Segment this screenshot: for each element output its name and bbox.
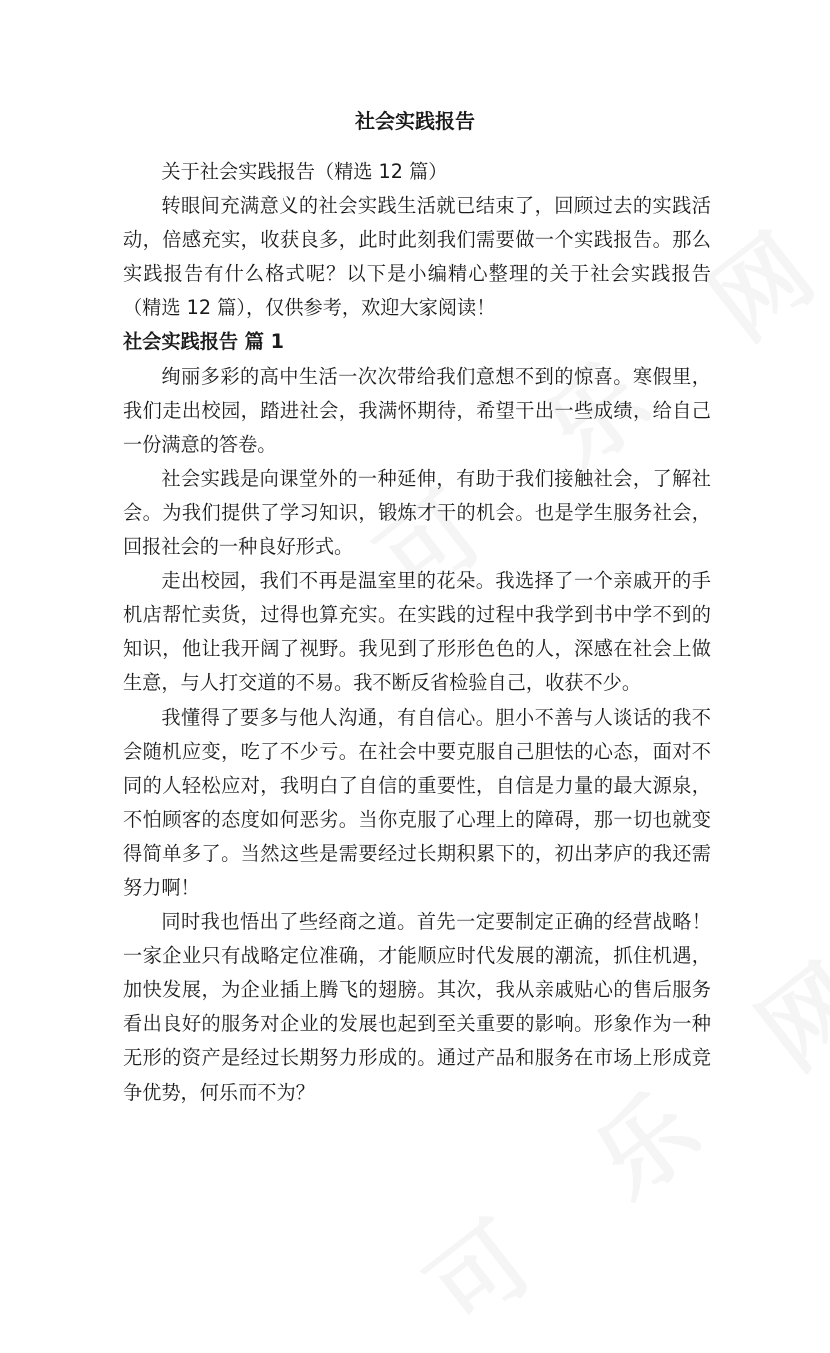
document-body xyxy=(123,155,711,1110)
body-paragraph: 绚丽多彩的高中生活一次次带给我们意想不到的惊喜。寒假里，我们走出校园，踏进社会，我满怀期待，希望干出一些成绩，给自己一份满意的答卷。 xyxy=(123,364,711,456)
document-subtitle: 关于社会实践报告（精选 12 篇） xyxy=(161,160,448,183)
body-paragraph: 我懂得了要多与他人沟通，有自信心。胆小不善与人谈话的我不会随机应变，吃了不少亏。在社会中要克服自己胆怯的心态，面对不同的人轻松应对，我明白了自信的重要性，自信是力量的最大源泉，不怕顾客的态度如何恶劣。当你克服了心理上的障碍，那一切也就变得简单多了。当然这些是需要经过长期积累下的，初出茅庐的我还需努力啊！ xyxy=(123,705,711,899)
body-paragraph: 走出校园，我们不再是温室里的花朵。我选择了一个亲戚开的手机店帮忙卖货，过得也算充实。在实践的过程中我学到书中学不到的知识，他让我开阔了视野。我见到了形形色色的人，深感在社会上做生意，与人打交道的不易。我不断反省检验自己，收获不少。 xyxy=(123,569,711,695)
intro-paragraph: 转眼间充满意义的社会实践生活就已结束了，回顾过去的实践活动，倍感充实，收获良多，此时此刻我们需要做一个实践报告。那么实践报告有什么格式呢？以下是小编精心整理的关于社会实践报告（精选 12 篇），仅供参考，欢迎大家阅读！ xyxy=(123,194,711,320)
body-paragraph: 同时我也悟出了些经商之道。首先一定要制定正确的经营战略！一家企业只有战略定位准确，才能顺应时代发展的潮流，抓住机遇，加快发展，为企业插上腾飞的翅膀。其次，我从亲戚贴心的售后服务看出良好的服务对企业的发展也起到至关重要的影响。形象作为一种无形的资产是经过长期努力形成的。通过产品和服务在市场上形成竞争优势，何乐而不为？ xyxy=(123,910,711,1104)
section-heading: 社会实践报告 篇 1 xyxy=(123,330,285,354)
document-title: 社会实践报告 xyxy=(355,109,475,133)
body-paragraph: 社会实践是向课堂外的一种延伸，有助于我们接触社会，了解社会。为我们提供了学习知识，锻炼才干的机会。也是学生服务社会，回报社会的一种良好形式。 xyxy=(123,466,711,559)
